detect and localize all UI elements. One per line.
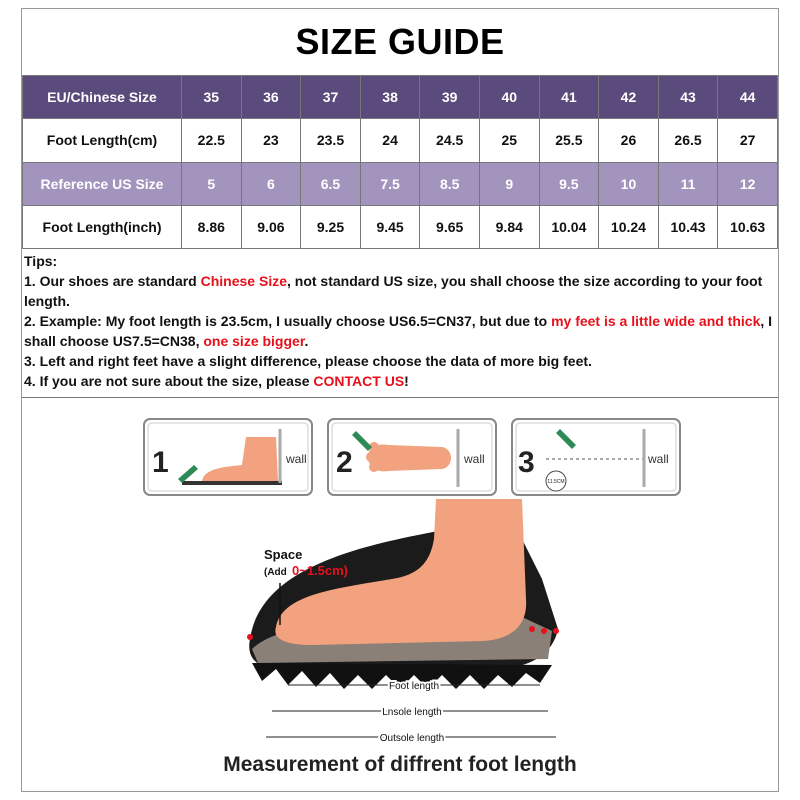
size-cell: 10.43	[658, 205, 718, 248]
size-cell: 44	[718, 76, 778, 119]
tip-1-text: 1. Our shoes are standard	[24, 273, 201, 289]
size-row	[23, 162, 778, 205]
illustration-caption: Measurement of diffrent foot length	[223, 753, 577, 776]
toe-marker	[247, 634, 253, 640]
row-label: Foot Length(cm)	[23, 119, 182, 162]
size-cell: 24.5	[420, 119, 480, 162]
tip-2-text: 2. Example: My foot length is 23.5cm, I usually choose US6.5=CN37, but due to	[24, 313, 552, 329]
heel-marker-1	[529, 626, 535, 632]
measurement-steps	[142, 417, 682, 501]
tip-2	[24, 311, 774, 351]
size-cell: 35	[182, 76, 242, 119]
size-cell: 6.5	[301, 162, 361, 205]
size-cell: 9.25	[301, 205, 361, 248]
size-cell: 9.84	[479, 205, 539, 248]
size-cell: 41	[539, 76, 599, 119]
size-cell: 6	[241, 162, 301, 205]
space-label: Space	[264, 547, 303, 562]
row-label: Reference US Size	[23, 162, 182, 205]
size-cell: 25.5	[539, 119, 599, 162]
page-title: SIZE GUIDE	[295, 21, 505, 62]
size-cell: 26	[599, 119, 659, 162]
size-cell: 39	[420, 76, 480, 119]
tip-2-highlight-1: my feet is a little wide and thick	[551, 313, 761, 329]
size-cell: 12	[718, 162, 778, 205]
tips-section	[24, 251, 774, 391]
step-panel-2	[328, 419, 496, 495]
size-cell: 8.86	[182, 205, 242, 248]
step-1-wall-label: wall	[286, 452, 307, 466]
size-cell: 10.04	[539, 205, 599, 248]
row-label: Foot Length(inch)	[23, 205, 182, 248]
size-cell: 22.5	[182, 119, 242, 162]
tip-1-text-end: , not standard US size, you shall choose the size according to your foot length.	[24, 273, 763, 309]
size-cell: 27	[718, 119, 778, 162]
size-cell: 10.63	[718, 205, 778, 248]
step-2-wall-label: wall	[464, 452, 485, 466]
tip-2-text-end: .	[304, 333, 309, 349]
size-row	[23, 119, 778, 162]
section-divider	[22, 397, 778, 398]
size-row	[23, 76, 778, 119]
tip-2-text-mid: , I shall choose US7.5=CN38,	[24, 313, 773, 349]
step-3-wall-label: wall	[648, 452, 669, 466]
size-cell: 7.5	[360, 162, 420, 205]
tips-heading: Tips:	[24, 253, 58, 269]
size-cell: 42	[599, 76, 659, 119]
size-cell: 8.5	[420, 162, 480, 205]
tip-2-highlight-2: one size bigger	[203, 333, 305, 349]
size-cell: 23.5	[301, 119, 361, 162]
tip-4	[24, 371, 774, 391]
measure-badge-text: 11.5CM	[547, 479, 565, 485]
size-cell: 24	[360, 119, 420, 162]
size-cell: 5	[182, 162, 242, 205]
contact-us-link[interactable]: CONTACT US	[313, 373, 405, 389]
outsole-length-label: Outsole length	[379, 733, 445, 744]
tip-4-text-end: !	[404, 373, 409, 389]
size-table	[22, 75, 778, 249]
size-cell: 9.5	[539, 162, 599, 205]
tip-1-highlight: Chinese Size	[200, 273, 287, 289]
heel-marker-2	[541, 628, 547, 634]
insole-length-label: Lnsole length	[382, 707, 442, 718]
tip-3: 3. Left and right feet have a slight difference, please choose the data of more big feet.	[24, 353, 592, 369]
size-cell: 38	[360, 76, 420, 119]
size-guide-card	[21, 8, 779, 792]
step-panel-1	[144, 419, 312, 495]
step-3-number: 3	[518, 446, 535, 479]
size-cell: 43	[658, 76, 718, 119]
space-range: 0~1.5cm)	[292, 563, 349, 578]
size-cell: 40	[479, 76, 539, 119]
step-1-number: 1	[152, 446, 169, 479]
space-sub: (Add	[264, 567, 287, 578]
size-cell: 9	[479, 162, 539, 205]
size-cell: 26.5	[658, 119, 718, 162]
size-cell: 9.06	[241, 205, 301, 248]
size-cell: 9.65	[420, 205, 480, 248]
step-panel-3	[512, 419, 680, 495]
size-cell: 37	[301, 76, 361, 119]
size-cell: 10.24	[599, 205, 659, 248]
heel-marker-3	[553, 628, 559, 634]
tip-1	[24, 271, 774, 311]
size-cell: 23	[241, 119, 301, 162]
foot-top-icon	[368, 445, 451, 472]
foot-length-label: Foot length	[388, 681, 440, 692]
size-cell: 25	[479, 119, 539, 162]
size-cell: 36	[241, 76, 301, 119]
step-2-number: 2	[336, 446, 353, 479]
size-row	[23, 205, 778, 248]
tip-4-text: 4. If you are not sure about the size, please	[24, 373, 314, 389]
foot-shoe-illustration	[222, 499, 582, 759]
size-cell: 10	[599, 162, 659, 205]
row-label: EU/Chinese Size	[23, 76, 182, 119]
size-cell: 9.45	[360, 205, 420, 248]
size-cell: 11	[658, 162, 718, 205]
